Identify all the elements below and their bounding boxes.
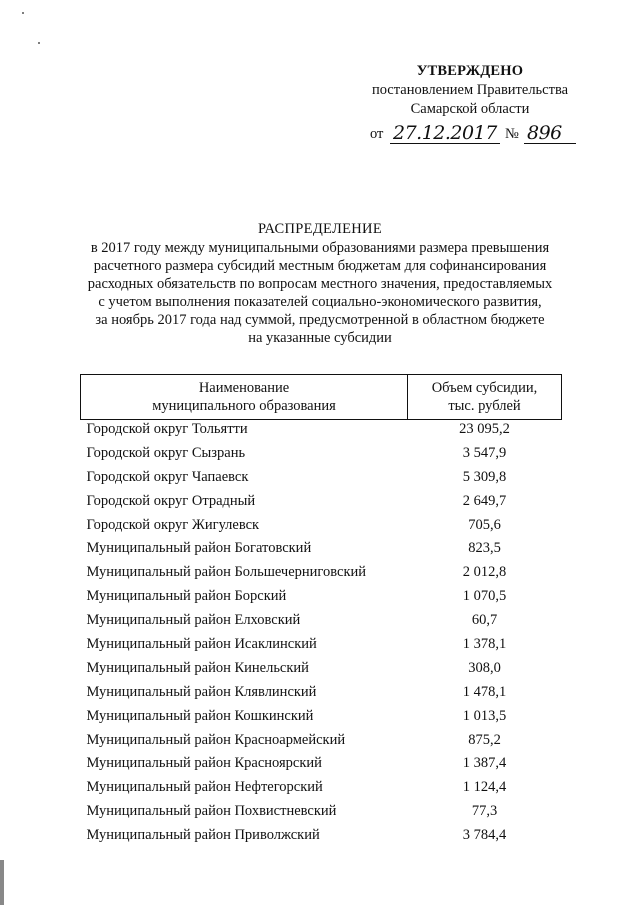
municipality-name: Муниципальный район Клявлинский xyxy=(86,683,317,700)
scan-edge-mark xyxy=(0,860,4,905)
approval-line-2: Самарской области xyxy=(410,101,530,117)
approval-title: УТВЕРЖДЕНО xyxy=(416,63,524,79)
municipality-name: Муниципальный район Кинельский xyxy=(86,659,309,676)
municipality-name: Муниципальный район Борский xyxy=(86,588,287,605)
handwritten-number: 896 xyxy=(524,123,576,144)
table-row xyxy=(81,492,562,516)
subsidy-table xyxy=(80,374,562,850)
approval-date-line xyxy=(360,123,580,147)
handwritten-date: 27.12.2017 xyxy=(390,123,500,144)
table-row xyxy=(81,539,562,563)
municipality-name: Муниципальный район Большечерниговский xyxy=(86,564,367,581)
municipality-name: Городской округ Отрадный xyxy=(86,492,256,509)
table-row xyxy=(81,444,562,468)
table-row xyxy=(81,731,562,755)
municipality-name: Муниципальный район Похвистневский xyxy=(86,803,337,820)
table-row xyxy=(81,635,562,659)
header-text: муниципального образования xyxy=(152,398,336,414)
heading-line: расчетного размера субсидий местным бюджетам для софинансирования xyxy=(93,258,547,274)
approval-stamp xyxy=(360,62,580,147)
date-prefix: от xyxy=(370,126,384,142)
heading-line: за ноябрь 2017 года над суммой, предусмотренной в областном бюджете xyxy=(95,312,545,328)
table-row xyxy=(81,516,562,540)
column-header-value xyxy=(408,375,562,420)
subsidy-value: 60,7 xyxy=(471,612,498,629)
municipality-name: Муниципальный район Красноярский xyxy=(86,755,322,772)
municipality-name: Городской округ Тольятти xyxy=(86,421,248,437)
table-row xyxy=(81,420,562,444)
subsidy-value: 77,3 xyxy=(471,803,498,820)
subsidy-value: 705,6 xyxy=(468,516,501,533)
table-row xyxy=(81,683,562,707)
subsidy-value: 875,2 xyxy=(468,731,501,748)
table-row xyxy=(81,778,562,802)
municipality-name: Городской округ Жигулевск xyxy=(86,516,260,533)
subsidy-value: 1 478,1 xyxy=(462,683,507,700)
subsidy-value: 1 124,4 xyxy=(462,779,507,796)
header-text: Объем субсидии, xyxy=(431,380,538,396)
municipality-name: Муниципальный район Исаклинский xyxy=(86,636,317,653)
number-prefix: № xyxy=(505,126,519,142)
municipality-name: Городской округ Сызрань xyxy=(86,444,246,461)
subsidy-value: 3 784,4 xyxy=(462,827,507,844)
municipality-name: Муниципальный район Нефтегорский xyxy=(86,779,323,796)
table-row xyxy=(81,587,562,611)
subsidy-value: 2 649,7 xyxy=(462,492,507,509)
subsidy-value: 2 012,8 xyxy=(462,564,507,581)
subsidy-value: 5 309,8 xyxy=(462,468,507,485)
table-row xyxy=(81,611,562,635)
header-text: тыс. рублей xyxy=(448,398,521,414)
subsidy-value: 1 070,5 xyxy=(462,588,507,605)
scan-speck xyxy=(22,12,24,14)
municipality-name: Муниципальный район Елховский xyxy=(86,612,301,629)
table-row xyxy=(81,468,562,492)
municipality-name: Муниципальный район Богатовский xyxy=(86,540,312,557)
municipality-name: Муниципальный район Кошкинский xyxy=(86,707,314,724)
table-row xyxy=(81,802,562,826)
subsidy-value: 3 547,9 xyxy=(462,444,507,461)
document-title: РАСПРЕДЕЛЕНИЕ xyxy=(258,221,382,237)
heading-line: на указанные субсидии xyxy=(248,330,392,346)
table-row xyxy=(81,659,562,683)
heading-line: с учетом выполнения показателей социально-экономического развития, xyxy=(98,294,542,310)
subsidy-value: 1 013,5 xyxy=(462,707,507,724)
municipality-name: Городской округ Чапаевск xyxy=(86,468,249,485)
header-text: Наименование xyxy=(198,380,290,396)
municipality-name: Муниципальный район Приволжский xyxy=(86,827,320,844)
municipality-name: Муниципальный район Красноармейский xyxy=(86,731,346,748)
table-row xyxy=(81,707,562,731)
table-row xyxy=(81,563,562,587)
heading-line: расходных обязательств по вопросам местного значения, предоставляемых xyxy=(87,276,553,292)
subsidy-value: 1 378,1 xyxy=(462,636,507,653)
scan-speck xyxy=(38,42,40,44)
heading-line: в 2017 году между муниципальными образованиями размера превышения xyxy=(90,240,550,256)
subsidy-value: 23 095,2 xyxy=(459,421,510,437)
subsidy-value: 1 387,4 xyxy=(462,755,507,772)
table-row xyxy=(81,754,562,778)
document-heading xyxy=(60,220,580,347)
table-header-row xyxy=(81,375,562,420)
table-row xyxy=(81,826,562,850)
subsidy-value: 823,5 xyxy=(468,540,501,557)
subsidy-value: 308,0 xyxy=(468,659,501,676)
approval-line-1: постановлением Правительства xyxy=(371,82,569,98)
column-header-name xyxy=(81,375,408,420)
